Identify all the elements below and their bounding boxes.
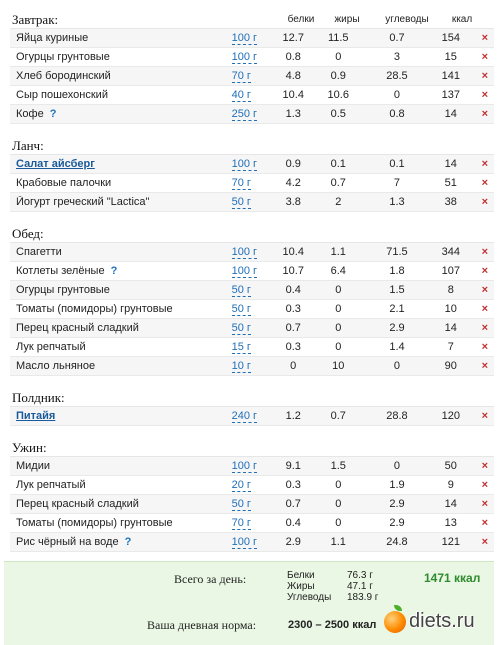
meal-rows [10,407,494,426]
meal-title: Завтрак: [12,12,59,27]
kcal-value: 51 [444,177,457,189]
quantity-cell [218,322,271,334]
fat-value: 0.7 [330,410,346,422]
quantity-cell [218,265,271,277]
quantity-cell [218,196,271,208]
food-name-text: Огурцы грунтовые [16,51,110,63]
quantity-link[interactable]: 15 г [231,341,251,353]
kcal-value: 90 [444,360,457,372]
quantity-cell [218,479,271,491]
delete-icon[interactable]: × [481,341,488,353]
protein-value: 0.9 [285,158,301,170]
quantity-link[interactable]: 70 г [231,177,251,189]
food-name-text: Хлеб бородинский [16,70,111,82]
food-name[interactable] [10,410,218,422]
fat-value: 0 [335,284,342,296]
delete-icon[interactable]: × [481,479,488,491]
food-name-text: Салат айсберг [16,158,95,170]
table-row [10,86,494,105]
food-name-text: Огурцы грунтовые [16,284,110,296]
col-kcal-header: ккал [451,14,473,25]
meal-section [10,134,494,212]
quantity-cell [218,51,271,63]
table-row [10,105,494,124]
kcal-total: 1471 ккал [424,571,481,585]
carbs-value: 1.9 [389,479,405,491]
protein-value: 0 [290,360,297,372]
col-protein-header: белки [287,14,315,25]
daily-norm-value: 2300 – 2500 ккал [288,619,377,631]
quantity-link[interactable]: 240 г [231,410,258,422]
quantity-cell [218,284,271,296]
quantity-cell [218,70,271,82]
delete-icon[interactable]: × [481,196,488,208]
food-diary [10,8,494,562]
food-name-text: Крабовые палочки [16,177,112,189]
carbs-value: 24.8 [386,536,408,548]
quantity-link[interactable]: 50 г [231,498,251,510]
protein-label: Белки [287,570,315,581]
kcal-value: 137 [441,89,460,101]
table-row [10,193,494,212]
daily-norm-label: Ваша дневная норма: [147,618,257,632]
food-name-text: Сыр пошехонский [16,89,108,101]
quantity-link[interactable]: 100 г [231,246,258,258]
quantity-cell [218,303,271,315]
food-name [10,89,218,101]
food-name[interactable] [10,158,218,170]
delete-icon[interactable]: × [481,108,488,120]
delete-icon[interactable]: × [481,177,488,189]
protein-value: 4.2 [285,177,301,189]
fat-value: 0 [335,479,342,491]
food-name-text: Томаты (помидоры) грунтовые [16,303,173,315]
quantity-link[interactable]: 10 г [231,360,251,372]
delete-icon[interactable]: × [481,517,488,529]
meal-rows [10,457,494,552]
food-name-text: Кофе [16,108,44,120]
col-fat-header: жиры [334,14,360,25]
food-name [10,196,218,208]
delete-icon[interactable]: × [481,360,488,372]
quantity-link[interactable]: 100 г [231,536,258,548]
fat-total: 47.1 г [347,581,373,592]
carbs-value: 0 [393,89,401,101]
carbs-value: 71.5 [386,246,408,258]
quantity-cell [218,517,271,529]
quantity-link[interactable]: 50 г [231,196,251,208]
help-icon[interactable]: ? [110,265,118,277]
fat-value: 1.5 [330,460,346,472]
protein-value: 2.9 [285,536,301,548]
protein-value: 10.4 [282,246,304,258]
fat-value: 0.5 [330,108,346,120]
kcal-value: 38 [444,196,457,208]
table-row [10,476,494,495]
table-row [10,174,494,193]
carbs-value: 1.4 [389,341,405,353]
quantity-cell [218,246,271,258]
kcal-value: 14 [444,322,457,334]
carbs-value: 0 [393,460,401,472]
protein-value: 0.3 [285,303,301,315]
protein-value: 4.8 [285,70,301,82]
delete-icon[interactable]: × [481,51,488,63]
meal-rows [10,155,494,212]
kcal-value: 10 [444,303,457,315]
day-summary [4,561,494,645]
kcal-value: 344 [441,246,460,258]
food-name [10,498,218,510]
carbs-value: 28.5 [386,70,408,82]
kcal-value: 121 [441,536,460,548]
food-name [10,108,218,120]
carbs-value: 1.8 [389,265,405,277]
carbs-value: 0.7 [389,32,405,44]
meal-section [10,436,494,552]
delete-icon[interactable]: × [481,498,488,510]
food-name [10,360,218,372]
quantity-link[interactable]: 50 г [231,303,251,315]
fat-value: 0.7 [330,177,346,189]
table-row [10,357,494,376]
meal-title: Обед: [12,226,44,241]
kcal-value: 50 [444,460,457,472]
quantity-cell [218,32,271,44]
col-carbs-header: углеводы [385,14,429,25]
kcal-value: 7 [447,341,454,353]
food-name-text: Рис чёрный на воде [16,536,119,548]
carbs-value: 0.1 [389,158,405,170]
carbs-value: 2.9 [389,322,405,334]
kcal-value: 120 [441,410,460,422]
table-row [10,338,494,357]
delete-icon[interactable]: × [481,246,488,258]
delete-icon[interactable]: × [481,460,488,472]
food-name [10,70,218,82]
quantity-link[interactable]: 100 г [231,158,258,170]
apple-icon [384,611,406,633]
carbs-total: 183.9 г [347,592,379,603]
quantity-link[interactable]: 100 г [231,265,258,277]
delete-icon[interactable]: × [481,265,488,277]
quantity-cell [218,410,271,422]
brand-logo [384,610,475,633]
fat-value: 0.1 [330,158,346,170]
fat-value: 10 [332,360,345,372]
protein-value: 0.3 [285,479,301,491]
carbs-value: 28.8 [386,410,408,422]
quantity-link[interactable]: 50 г [231,322,251,334]
protein-value: 0.7 [285,498,301,510]
kcal-value: 15 [444,51,457,63]
carbs-value: 2.9 [389,498,405,510]
food-name-text: Йогурт греческий "Lactica" [16,196,150,208]
food-name [10,536,218,548]
food-name [10,51,218,63]
quantity-link[interactable]: 70 г [231,517,251,529]
food-name-text: Яйца куриные [16,32,89,44]
quantity-link[interactable]: 70 г [231,70,251,82]
food-name [10,341,218,353]
table-row [10,29,494,48]
carbs-value: 7 [393,177,401,189]
quantity-link[interactable]: 100 г [231,51,258,63]
fat-value: 2 [335,196,342,208]
quantity-cell [218,158,271,170]
meal-rows [10,29,494,124]
quantity-cell [218,89,271,101]
food-name [10,322,218,334]
table-row [10,300,494,319]
kcal-value: 14 [444,498,457,510]
quantity-link[interactable]: 20 г [231,479,251,491]
meal-header [10,436,494,457]
protein-value: 10.7 [282,265,304,277]
protein-value: 3.8 [285,196,301,208]
carbs-value: 1.3 [389,196,405,208]
quantity-cell [218,341,271,353]
meal-header [10,8,494,29]
fat-value: 0 [335,322,342,334]
food-name-text: Котлеты зелёные [16,265,105,277]
food-name-text: Лук репчатый [16,341,86,353]
kcal-value: 9 [447,479,454,491]
kcal-value: 14 [444,108,457,120]
protein-value: 1.2 [285,410,301,422]
total-label: Всего за день: [174,572,247,586]
meal-title: Ланч: [12,138,44,153]
table-row [10,262,494,281]
protein-value: 0.7 [285,322,301,334]
table-row [10,533,494,552]
kcal-value: 8 [447,284,454,296]
food-name-text: Томаты (помидоры) грунтовые [16,517,173,529]
food-name [10,479,218,491]
quantity-cell [218,177,271,189]
carbs-value: 3 [393,51,401,63]
quantity-link[interactable]: 100 г [231,32,258,44]
protein-value: 0.3 [285,341,301,353]
quantity-cell [218,108,271,120]
table-row [10,48,494,67]
carbs-value: 0 [393,360,401,372]
protein-value: 10.4 [282,89,304,101]
table-row [10,457,494,476]
food-name-text: Перец красный сладкий [16,498,139,510]
food-name [10,265,218,277]
protein-value: 0.8 [285,51,301,63]
table-row [10,243,494,262]
meal-section [10,8,494,124]
meal-section [10,386,494,426]
carbs-value: 1.5 [389,284,405,296]
food-name-text: Перец красный сладкий [16,322,139,334]
brand-name: diets.ru [409,610,475,632]
kcal-value: 14 [444,158,457,170]
food-name [10,32,218,44]
fat-value: 0 [335,51,342,63]
delete-icon[interactable]: × [481,303,488,315]
table-row [10,319,494,338]
food-name-text: Лук репчатый [16,479,86,491]
quantity-cell [218,360,271,372]
quantity-link[interactable]: 40 г [231,89,251,101]
delete-icon[interactable]: × [481,89,488,101]
food-name-text: Питайя [16,410,56,422]
delete-icon[interactable]: × [481,158,488,170]
protein-total: 76.3 г [347,570,373,581]
meal-header [10,386,494,407]
protein-value: 9.1 [285,460,301,472]
protein-value: 1.3 [285,108,301,120]
food-name [10,177,218,189]
meal-title: Полдник: [12,390,65,405]
meal-title: Ужин: [12,440,47,455]
table-row [10,407,494,426]
delete-icon[interactable]: × [481,32,488,44]
food-name-text: Мидии [16,460,51,472]
table-row [10,514,494,533]
table-row [10,281,494,300]
meal-header [10,222,494,243]
delete-icon[interactable]: × [481,410,488,422]
carbs-value: 2.1 [389,303,405,315]
delete-icon[interactable]: × [481,284,488,296]
carbs-label: Углеводы [287,592,332,603]
protein-value: 12.7 [282,32,304,44]
protein-value: 0.4 [285,517,301,529]
food-name [10,246,218,258]
meal-rows [10,243,494,376]
food-name [10,517,218,529]
table-row [10,67,494,86]
fat-value: 0.9 [330,70,346,82]
kcal-value: 13 [444,517,457,529]
food-name-text: Масло льняное [16,360,96,372]
kcal-value: 107 [441,265,460,277]
quantity-cell [218,536,271,548]
food-name [10,284,218,296]
fat-label: Жиры [287,581,315,592]
carbs-value: 0.8 [389,108,405,120]
food-name [10,460,218,472]
fat-value: 10.6 [327,89,349,101]
fat-value: 1.1 [330,246,346,258]
food-name-text: Спагетти [16,246,62,258]
meal-header [10,134,494,155]
fat-value: 0 [335,517,342,529]
quantity-link[interactable]: 250 г [231,108,258,120]
fat-value: 0 [335,303,342,315]
help-icon[interactable]: ? [49,108,57,120]
kcal-value: 141 [441,70,460,82]
fat-value: 0 [335,341,342,353]
table-row [10,495,494,514]
fat-value: 1.1 [330,536,346,548]
meal-section [10,222,494,376]
quantity-cell [218,498,271,510]
quantity-cell [218,460,271,472]
delete-icon[interactable]: × [481,536,488,548]
quantity-link[interactable]: 100 г [231,460,258,472]
quantity-link[interactable]: 50 г [231,284,251,296]
delete-icon[interactable]: × [481,70,488,82]
kcal-value: 154 [441,32,460,44]
delete-icon[interactable]: × [481,322,488,334]
fat-value: 6.4 [330,265,346,277]
protein-value: 0.4 [285,284,301,296]
fat-value: 0 [335,498,342,510]
carbs-value: 2.9 [389,517,405,529]
help-icon[interactable]: ? [124,536,132,548]
food-name [10,303,218,315]
macros-summary [287,570,378,603]
fat-value: 11.5 [327,32,349,44]
table-row [10,155,494,174]
